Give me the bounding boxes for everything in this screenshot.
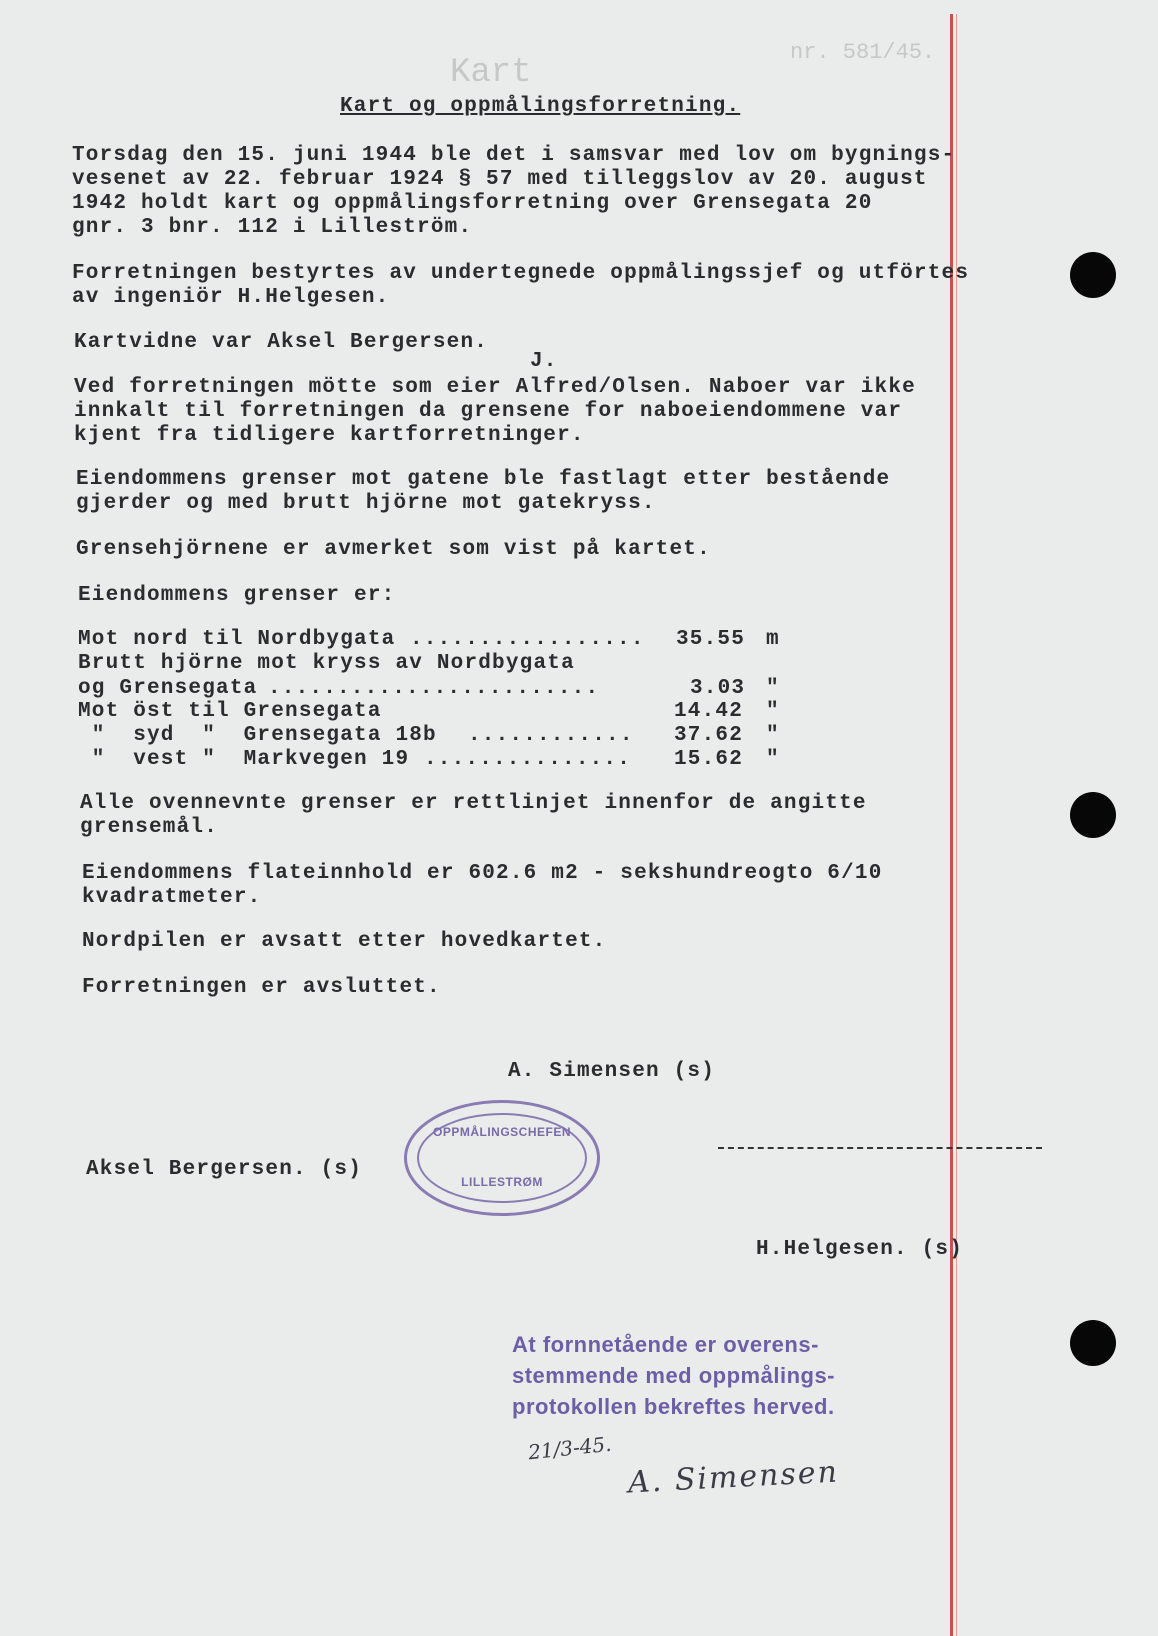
margin-line-shadow (956, 14, 957, 1636)
paragraph-line: Eiendommens grenser er: (78, 584, 396, 607)
boundary-label: " syd " Grensegata 18b (78, 724, 437, 747)
paragraph-line: Kartvidne var Aksel Bergersen. (74, 331, 489, 354)
signature-simensen: A. Simensen (s) (508, 1060, 716, 1083)
boundary-unit: " (766, 724, 780, 747)
paragraph-line: innkalt til forretningen da grensene for naboeiendommene var (74, 400, 903, 423)
paragraph-line: Forretningen er avsluttet. (82, 976, 441, 999)
paragraph-line: grensemål. (80, 816, 219, 839)
stamp-top-text: OPPMÅLINGSCHEFEN (432, 1125, 571, 1139)
paragraph-line: kjent fra tidligere kartforretninger. (74, 424, 585, 447)
handwritten-initial: J. (530, 350, 558, 373)
margin-line (950, 14, 953, 1636)
signature-bergersen: Aksel Bergersen. (s) (86, 1158, 363, 1181)
boundary-unit: " (766, 677, 780, 700)
boundary-unit: " (766, 748, 780, 771)
paragraph-line: gnr. 3 bnr. 112 i Lilleström. (72, 216, 473, 239)
boundary-label: Brutt hjörne mot kryss av Nordbygata (78, 652, 575, 675)
paragraph-line: kvadratmeter. (82, 886, 262, 909)
boundary-label: Mot nord til Nordbygata (78, 628, 396, 651)
bleed-through-title: Kart (450, 54, 532, 92)
paragraph-line: vesenet av 22. februar 1924 § 57 med tilleggslov av 20. august (72, 168, 928, 191)
punch-hole-middle (1070, 792, 1116, 838)
certification-line: stemmende med oppmålings- (512, 1363, 836, 1388)
punch-hole-bottom (1070, 1320, 1116, 1366)
paragraph-line: Eiendommens grenser mot gatene ble fastlagt etter bestående (76, 468, 891, 491)
handwritten-signature: A. Simensen (627, 1454, 840, 1501)
boundary-value: 37.62 (674, 724, 744, 747)
signature-helgesen: H.Helgesen. (s) (756, 1238, 964, 1261)
certification-line: protokollen bekreftes herved. (512, 1394, 835, 1419)
paragraph-line: Alle ovennevnte grenser er rettlinjet innenfor de angitte (80, 792, 867, 815)
signature-line (718, 1147, 1042, 1149)
paragraph-line: Ved forretningen mötte som eier Alfred/Olsen. Naboer var ikke (74, 376, 916, 399)
leader-dots: ............... (424, 748, 632, 771)
official-stamp (404, 1100, 600, 1216)
boundary-label: Mot öst til Grensegata (78, 700, 382, 723)
punch-hole-top (1070, 252, 1116, 298)
document-title: Kart og oppmålingsforretning. (340, 95, 741, 118)
handwritten-date: 21/3-45. (526, 1431, 613, 1465)
paragraph-line: Grensehjörnene er avmerket som vist på kartet. (76, 538, 711, 561)
bleed-through-number: nr. 581/45. (790, 40, 936, 65)
boundary-unit: " (766, 700, 780, 723)
paragraph-line: Forretningen bestyrtes av undertegnede oppmålingssjef og utförtes (72, 262, 970, 285)
boundary-value: 3.03 (690, 677, 746, 700)
paragraph-line: Nordpilen er avsatt etter hovedkartet. (82, 930, 607, 953)
leader-dots: ........................ (268, 677, 600, 700)
paragraph-line: av ingeniör H.Helgesen. (72, 286, 390, 309)
paragraph-line: Eiendommens flateinnhold er 602.6 m2 - sekshundreogto 6/10 (82, 862, 883, 885)
boundary-value: 14.42 (674, 700, 744, 723)
boundary-label: og Grensegata (78, 677, 258, 700)
boundary-unit: m (766, 628, 780, 651)
boundary-value: 15.62 (674, 748, 744, 771)
stamp-bottom-text: LILLESTRØM (461, 1175, 543, 1189)
leader-dots: ............ (468, 724, 634, 747)
paragraph-line: gjerder og med brutt hjörne mot gatekryss. (76, 492, 656, 515)
paragraph-line: Torsdag den 15. juni 1944 ble det i samsvar med lov om bygnings- (72, 144, 956, 167)
paragraph-line: 1942 holdt kart og oppmålingsforretning over Grensegata 20 (72, 192, 873, 215)
leader-dots: ................. (410, 628, 645, 651)
boundary-label: " vest " Markvegen 19 (78, 748, 410, 771)
certification-line: At fornnetående er overens- (512, 1332, 819, 1357)
boundary-value: 35.55 (676, 628, 746, 651)
